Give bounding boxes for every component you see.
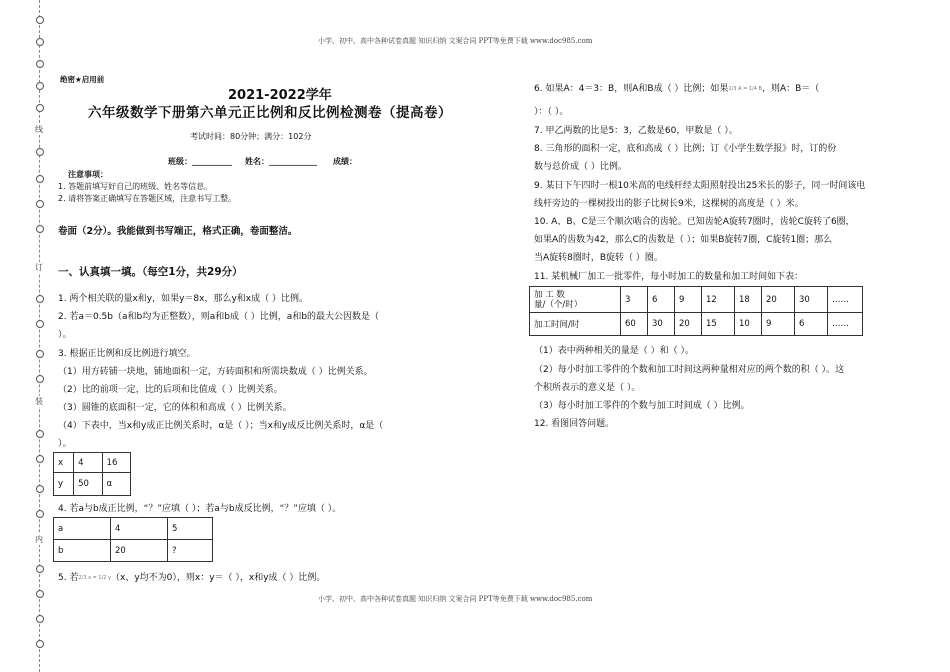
question-2: 2. 若a＝0.5b（a和b均为正整数），则a和b成（ ）比例，a和b的最大公因数是（ — [58, 312, 380, 322]
question-4: 4. 若a与b成正比例，“？”应填（ ）；若a与b成反比例，“？”应填（ ）。 — [58, 504, 342, 514]
top-banner: 小学、初中、高中各种试卷真题 知识归纳 文案合同 PPT等免费下载 www.doc985.com — [318, 37, 593, 45]
question-11: 11. 某机械厂加工一批零件，每小时加工的数量和加工时间如下表： — [534, 272, 804, 282]
table-cell: 20 — [675, 313, 702, 336]
question-3-1: （1）用方砖铺一块地，铺地面积一定，方砖面积和所需块数成（ ）比例关系。 — [58, 367, 373, 377]
binding-hole — [36, 148, 44, 156]
table-cell: 30 — [648, 313, 675, 336]
table-cell: 30 — [795, 287, 828, 313]
question-5-post: （x、y均不为0），则x：y＝（ ），x和y成（ ）比例。 — [111, 573, 326, 583]
table-cell: 6 — [795, 313, 828, 336]
secret-label: 绝密★启用前 — [60, 75, 105, 84]
table-cell: 5 — [168, 518, 213, 540]
binding-hole — [36, 82, 44, 90]
notes-title: 注意事项： — [68, 170, 108, 179]
question-9-cont: 线杆旁边的一棵树投出的影子比树长9米，这棵树的高度是（ ）米。 — [534, 199, 804, 209]
table-row — [54, 453, 131, 473]
question-10-cont2: 当A旋转8圈时，B旋转（ ）圈。 — [534, 253, 663, 263]
parts-table — [529, 286, 863, 336]
table-cell: b — [54, 540, 111, 562]
table-cell: 10 — [735, 313, 762, 336]
binding-hole — [36, 565, 44, 573]
table-cell: 9 — [762, 313, 795, 336]
table-cell: 12 — [702, 287, 735, 313]
binding-hole — [36, 615, 44, 623]
table-cell: x — [54, 453, 74, 473]
table-row — [530, 313, 863, 336]
binding-hole — [36, 375, 44, 383]
binding-hole — [36, 104, 44, 112]
equation-fraction: 1/3 A = 1/4 B — [728, 85, 762, 92]
name-label: 姓名：____________ — [245, 157, 317, 166]
table-cell: 15 — [702, 313, 735, 336]
table-cell: 60 — [621, 313, 648, 336]
table-header-cell: 加工时间/时 — [530, 313, 621, 336]
table-cell: 16 — [102, 453, 130, 473]
equation-fraction: 2/3 x = 1/2 y — [78, 574, 112, 581]
question-8: 8. 三角形的面积一定，底和高成（ ）比例；订《小学生数学报》时，订的份 — [534, 144, 837, 154]
question-6-post: ，则A：B＝（ — [761, 84, 820, 94]
binding-hole — [36, 320, 44, 328]
binding-hole — [36, 200, 44, 208]
question-3-4: （4）下表中，当x和y成正比例关系时，α是（ ）；当x和y成反比例关系时，α是（ — [58, 421, 384, 431]
class-label: 班级：__________ — [168, 157, 232, 166]
binding-margin — [36, 0, 44, 672]
table-cell: 3 — [621, 287, 648, 313]
table-cell: 20 — [111, 540, 168, 562]
binding-hole — [36, 225, 44, 233]
question-11-1: （1）表中两种相关的量是（ ）和（ ）。 — [534, 346, 694, 356]
binding-hole — [36, 175, 44, 183]
title-year: 2021-2022学年 — [228, 88, 332, 103]
exam-info: 考试时间：80分钟；满分：102分 — [190, 132, 312, 141]
question-10: 10. A、B、C是三个顺次啮合的齿轮。已知齿轮A旋转7圈时，齿轮C旋转了6圈， — [534, 217, 855, 227]
table-cell: a — [54, 518, 111, 540]
question-2-cont: ）。 — [58, 330, 72, 340]
question-6 — [534, 81, 819, 94]
table-cell: 50 — [74, 473, 102, 496]
table-row — [54, 540, 213, 562]
table-cell: 9 — [675, 287, 702, 313]
binding-hole — [36, 60, 44, 68]
binding-hole — [36, 295, 44, 303]
table-row — [54, 518, 213, 540]
binding-hole — [36, 430, 44, 438]
table-cell: …… — [828, 287, 863, 313]
binding-hole — [36, 350, 44, 358]
score-label: 成绩： — [333, 157, 357, 166]
binding-hole — [36, 16, 44, 24]
question-3-4-cont: ）。 — [58, 439, 72, 449]
neatness-line: 卷面（2分）。我能做到书写端正，格式正确，卷面整洁。 — [58, 226, 298, 237]
question-11-2: （2）每小时加工零件的个数和加工时间这两种量相对应的两个数的积（ ）。这 — [534, 365, 845, 375]
table-cell: 4 — [74, 453, 102, 473]
question-10-cont: 如果A的齿数为42，那么C的齿数是（ ）；如果B旋转7圈，C旋转1圈；那么 — [534, 235, 833, 245]
table-header-line: 量/（个/时） — [534, 299, 583, 310]
table-cell: y — [54, 473, 74, 496]
binding-char-xian: 线 — [35, 125, 43, 134]
table-header-cell — [530, 287, 621, 313]
question-3-2: （2）比的前项一定，比的后项和比值成（ ）比例关系。 — [58, 385, 283, 395]
question-3: 3. 根据正比例和反比例进行填空。 — [58, 349, 196, 359]
binding-hole — [36, 38, 44, 46]
binding-hole — [36, 510, 44, 518]
question-1: 1. 两个相关联的量x和y，如果y＝8x，那么y和x成（ ）比例。 — [58, 294, 308, 304]
table-row — [54, 473, 131, 496]
table-header-line: 加 工 数 — [534, 289, 565, 300]
table-row — [530, 287, 863, 313]
question-5 — [58, 570, 325, 583]
table-cell: 4 — [111, 518, 168, 540]
binding-char-ding: 订 — [35, 263, 43, 272]
table-cell: 18 — [735, 287, 762, 313]
page-title: 六年级数学下册第六单元正比例和反比例检测卷（提高卷） — [88, 105, 452, 121]
binding-hole — [36, 455, 44, 463]
xy-table — [53, 452, 131, 496]
question-12: 12. 看图回答问题。 — [534, 419, 615, 429]
table-cell: α — [102, 473, 130, 496]
table-cell: …… — [828, 313, 863, 336]
note-item: 2. 请将答案正确填写在答题区域，注意书写工整。 — [58, 194, 237, 203]
bottom-banner: 小学、初中、高中各种试卷真题 知识归纳 文案合同 PPT等免费下载 www.doc985.com — [318, 595, 593, 603]
question-6-cont: ）：（ ）。 — [534, 107, 569, 117]
table-cell: ? — [168, 540, 213, 562]
binding-char-zhuang: 装 — [35, 397, 43, 406]
ab-table — [53, 517, 213, 562]
question-5-pre: 5. 若 — [58, 573, 79, 583]
note-item: 1. 答题前填写好自己的班级、姓名等信息。 — [58, 182, 213, 191]
table-cell: 6 — [648, 287, 675, 313]
question-11-2-cont: 个积所表示的意义是（ ）。 — [534, 383, 641, 393]
question-9: 9. 某日下午四时一根10米高的电线杆经太阳照射投出25米长的影子，同一时间该电 — [534, 181, 866, 191]
section-title: 一、认真填一填。（每空1分，共29分） — [58, 266, 243, 278]
question-7: 7. 甲乙两数的比是5：3，乙数是60，甲数是（ ）。 — [534, 126, 738, 136]
question-6-pre: 6. 如果A：4＝3：B，则A和B成（ ）比例；如果 — [534, 84, 729, 94]
binding-hole — [36, 485, 44, 493]
question-11-3: （3）每小时加工零件的个数与加工时间成（ ）比例。 — [534, 401, 750, 411]
question-8-cont: 数与总价成（ ）比例。 — [534, 162, 627, 172]
binding-char-nei: 内 — [35, 535, 43, 544]
binding-hole — [36, 640, 44, 648]
question-3-3: （3）圆锥的底面积一定，它的体积和高成（ ）比例关系。 — [58, 403, 292, 413]
table-cell: 20 — [762, 287, 795, 313]
binding-hole — [36, 590, 44, 598]
